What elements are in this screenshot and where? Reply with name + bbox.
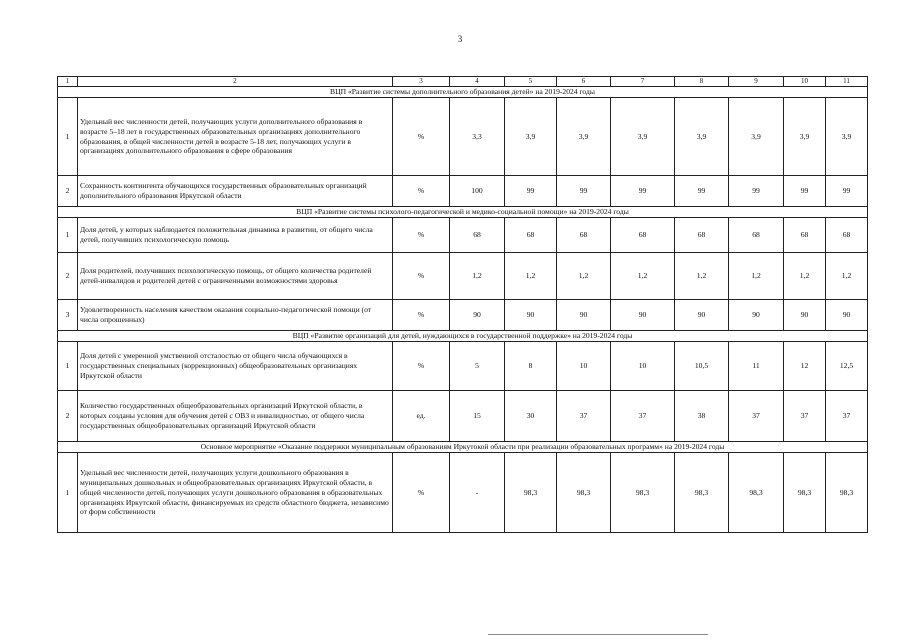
- value-cell: 99: [675, 176, 729, 207]
- row-number: 2: [58, 253, 78, 300]
- value-cell: 5: [450, 342, 505, 391]
- unit-cell: ед.: [393, 391, 450, 442]
- value-cell: 1,2: [505, 253, 557, 300]
- value-cell: 3,9: [505, 98, 557, 176]
- header-cell: 5: [505, 77, 557, 87]
- row-number: 1: [58, 98, 78, 176]
- value-cell: 68: [557, 218, 611, 253]
- unit-cell: %: [393, 300, 450, 331]
- header-cell: 8: [675, 77, 729, 87]
- value-cell: 68: [675, 218, 729, 253]
- value-cell: 98,3: [611, 453, 675, 533]
- value-cell: 98,3: [826, 453, 868, 533]
- unit-cell: %: [393, 218, 450, 253]
- value-cell: 3,9: [729, 98, 784, 176]
- row-number: 3: [58, 300, 78, 331]
- value-cell: 99: [505, 176, 557, 207]
- value-cell: 68: [505, 218, 557, 253]
- value-cell: 98,3: [784, 453, 826, 533]
- value-cell: 1,2: [450, 253, 505, 300]
- value-cell: 99: [611, 176, 675, 207]
- header-cell: 10: [784, 77, 826, 87]
- value-cell: 10: [557, 342, 611, 391]
- value-cell: 37: [729, 391, 784, 442]
- unit-cell: %: [393, 453, 450, 533]
- section-title: ВЦП «Развитие системы психолого-педагогической и медико-социальной помощи» на 2019-2024 годы: [58, 207, 868, 218]
- value-cell: 98,3: [675, 453, 729, 533]
- value-cell: 1,2: [826, 253, 868, 300]
- unit-cell: %: [393, 253, 450, 300]
- table-header-row: [58, 77, 868, 87]
- section-title: Основное мероприятие «Оказание поддержки муниципальным образованиям Иркутокой области при реализации образовательных программ» на 2019-2024 годы: [58, 442, 868, 453]
- indicator-description: Доля детей с умеренной умственной отсталостью от общего числа обучающихся в государственных специальных (коррекционных) общеобразовательных организациях Иркутской области: [78, 342, 393, 391]
- value-cell: 90: [826, 300, 868, 331]
- value-cell: 37: [826, 391, 868, 442]
- table-row: [58, 342, 868, 391]
- value-cell: 3,9: [557, 98, 611, 176]
- table-row: [58, 176, 868, 207]
- value-cell: 98,3: [557, 453, 611, 533]
- table-row: [58, 253, 868, 300]
- header-cell: 2: [78, 77, 393, 87]
- value-cell: 38: [675, 391, 729, 442]
- value-cell: 99: [826, 176, 868, 207]
- row-number: 1: [58, 342, 78, 391]
- value-cell: 12,5: [826, 342, 868, 391]
- section-title-row: [58, 207, 868, 218]
- value-cell: 37: [557, 391, 611, 442]
- value-cell: 68: [826, 218, 868, 253]
- value-cell: 90: [505, 300, 557, 331]
- value-cell: 37: [784, 391, 826, 442]
- header-cell: 6: [557, 77, 611, 87]
- value-cell: 3,3: [450, 98, 505, 176]
- page-number: 3: [457, 34, 463, 44]
- header-cell: 1: [58, 77, 78, 87]
- value-cell: 99: [557, 176, 611, 207]
- value-cell: 3,9: [826, 98, 868, 176]
- value-cell: 100: [450, 176, 505, 207]
- header-cell: 7: [611, 77, 675, 87]
- value-cell: 90: [557, 300, 611, 331]
- value-cell: 15: [450, 391, 505, 442]
- row-number: 1: [58, 453, 78, 533]
- value-cell: 90: [784, 300, 826, 331]
- section-title: ВЦП «Развитие системы дополнительного образования детей» на 2019-2024 годы: [58, 87, 868, 98]
- value-cell: 1,2: [557, 253, 611, 300]
- value-cell: 3,9: [784, 98, 826, 176]
- value-cell: -: [450, 453, 505, 533]
- value-cell: 98,3: [729, 453, 784, 533]
- value-cell: 90: [729, 300, 784, 331]
- value-cell: 1,2: [611, 253, 675, 300]
- value-cell: 68: [611, 218, 675, 253]
- value-cell: 68: [729, 218, 784, 253]
- unit-cell: %: [393, 176, 450, 207]
- value-cell: 12: [784, 342, 826, 391]
- indicator-description: Удовлетворенность населения качеством оказания социально-педагогической помощи (от числа опрошенных): [78, 300, 393, 331]
- header-cell: 11: [826, 77, 868, 87]
- table-row: [58, 453, 868, 533]
- value-cell: 90: [450, 300, 505, 331]
- row-number: 2: [58, 391, 78, 442]
- value-cell: 3,9: [611, 98, 675, 176]
- value-cell: 10,5: [675, 342, 729, 391]
- section-title-row: [58, 442, 868, 453]
- indicator-description: Доля детей, у которых наблюдается положительная динамика в развитии, от общего числа детей, получивших психологическую помощь: [78, 218, 393, 253]
- section-title-row: [58, 87, 868, 98]
- indicator-description: Сохранность контингента обучающихся государственных образовательных организаций дополнительного образования Иркутской области: [78, 176, 393, 207]
- header-cell: 3: [393, 77, 450, 87]
- value-cell: 1,2: [675, 253, 729, 300]
- value-cell: 99: [729, 176, 784, 207]
- indicator-description: Удельный вес численности детей, получающих услуги дошкольного образования в муниципальных дошкольных и общеобразовательных организациях Иркутской области, в общей численности детей, получающих услуги дошкольного образования в образовательных организациях Иркутской области, финансируемых из средств областного бюджета, независимо от форм собственности: [78, 453, 393, 533]
- unit-cell: %: [393, 98, 450, 176]
- value-cell: 8: [505, 342, 557, 391]
- value-cell: 1,2: [729, 253, 784, 300]
- value-cell: 37: [611, 391, 675, 442]
- table-row: [58, 98, 868, 176]
- indicator-description: Удельный вес численности детей, получающих услуги дополнительного образования в возрасте 5–18 лет в государственных образовательных организациях дополнительного образования, в общей численности детей в возрасте 5-18 лет, получающих услуги в организациях дополнительного образования в сфере образования: [78, 98, 393, 176]
- row-number: 2: [58, 176, 78, 207]
- value-cell: 68: [784, 218, 826, 253]
- value-cell: 1,2: [784, 253, 826, 300]
- value-cell: 11: [729, 342, 784, 391]
- value-cell: 90: [675, 300, 729, 331]
- indicator-description: Доля родителей, получивших психологическую помощь, от общего количества родителей детей-инвалидов и родителей детей с ограниченными возможностями здоровья: [78, 253, 393, 300]
- section-title-row: [58, 331, 868, 342]
- table-row: [58, 218, 868, 253]
- unit-cell: %: [393, 342, 450, 391]
- indicators-table: [57, 76, 868, 533]
- header-cell: 4: [450, 77, 505, 87]
- value-cell: 30: [505, 391, 557, 442]
- section-title: ВЦП «Развитие организаций для детей, нуждающихся в государственной поддержке» на 2019-2024 годы: [58, 331, 868, 342]
- value-cell: 99: [784, 176, 826, 207]
- row-number: 1: [58, 218, 78, 253]
- value-cell: 90: [611, 300, 675, 331]
- value-cell: 68: [450, 218, 505, 253]
- scan-edge-line: [488, 634, 708, 635]
- table-row: [58, 300, 868, 331]
- value-cell: 98,3: [505, 453, 557, 533]
- value-cell: 3,9: [675, 98, 729, 176]
- indicator-description: Количество государственных общеобразовательных организаций Иркутской области, в которых созданы условия для обучения детей с ОВЗ и инвалидностью, от общего числа государственных общеобразовательных организаций Иркутской области: [78, 391, 393, 442]
- table-row: [58, 391, 868, 442]
- value-cell: 10: [611, 342, 675, 391]
- header-cell: 9: [729, 77, 784, 87]
